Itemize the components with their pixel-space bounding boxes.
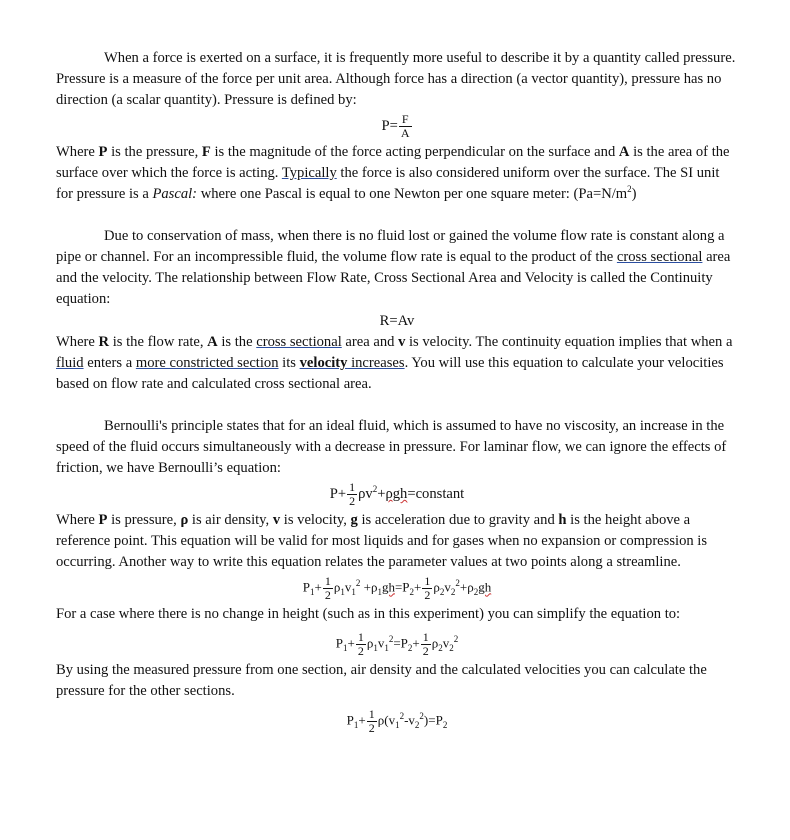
numerator: F [399,113,412,127]
paragraph-bernoulli-intro: Bernoulli's principle states that for an ideal fluid, which is assumed to have no viscosity, an increase in the speed of the fluid occurs simultaneously with a decrease in pressure. For laminar flow, we can ignore the effects of friction, we have Bernoulli’s equation: [56,418,727,476]
spacer [56,395,738,416]
equation-simplified: $P_1+$ $\frac{1}{2}$ $\rho_1v_1^2=P_2+$ $\frac{1}{2}$ $\rho_2v_2^2$ [335,630,459,658]
paragraph-continuity-intro: Due to conservation of mass, when there is no fluid lost or gained the volume flow rate is constant along a pipe or channel. For an incompressible fluid, the volume flow rate is equal to the product of the cross sectional area and the velocity. The relationship between Flow Rate, Cross Sectional Area and Velocity is called the Continuity equation: [56,228,731,307]
spacer [56,205,738,226]
underlined-phrase: cross sectional [616,249,703,265]
paragraph-no-height-change: For a case where there is no change in height (such as in this experiment) you can simplify the equation to: [56,606,681,622]
denominator: A [400,126,410,140]
equation-bernoulli: P+ $\frac{1}{2}$ $\rho v^2+\rho gh=constant$ [329,480,465,508]
equation-continuity: R=Av [379,313,415,329]
equation-bernoulli-two-points: $P_1+$ $\frac{1}{2}$ $\rho_1v_1^2 +\rho_1gh=P_2+$ $\frac{1}{2}$ $\rho_2v_2^2+\rho_2gh$ [302,574,492,602]
fraction [399,113,412,140]
eq-lhs: P= [381,117,398,134]
paragraph-bernoulli-definition: Where P is pressure, ρ is air density, v is velocity, g is acceleration due to gravity and h is the height above a reference point. This equation will be valid for most liquids and for gases when no expansion or compression is occurring. Another way to write this equation relates the parameter values at two points along a streamline. [56,512,708,570]
paragraph-pressure-intro: When a force is exerted on a surface, it is frequently more useful to describe it by a quantity called pressure. Pressure is a measure of the force per unit area. Although force has a direction (a vector quantity), pressure has no direction (a scalar quantity). Pressure is defined by: [56,50,736,108]
paragraph-measured-pressure: By using the measured pressure from one section, air density and the calculated velocities you can calculate the pressure for the other sections. [56,662,707,699]
paragraph-pressure-definition: Where P is the pressure, F is the magnitude of the force acting perpendicular on the surface and A is the area of the surface over which the force is acting. Typically the force is also considered uniform over the surface. The SI unit for pressure is a Pascal: where one Pascal is equal to one Newton per one square meter: $(Pa=N/m^2)$ [56,144,730,202]
underlined-word: Typically [281,165,337,181]
equation-pressure-solution: $P_1+$ $\frac{1}{2}$ $\rho(v_1^2-v_2^2)=P_2$ [346,707,448,735]
document-body [56,48,738,737]
paragraph-continuity-definition: Where R is the flow rate, A is the cross sectional area and v is velocity. The continuity equation implies that when a fluid enters a more constricted section its velocity increases. You will use this equation to calculate your velocities based on flow rate and calculated cross sectional area. [56,334,733,392]
equation-pressure [56,113,738,140]
